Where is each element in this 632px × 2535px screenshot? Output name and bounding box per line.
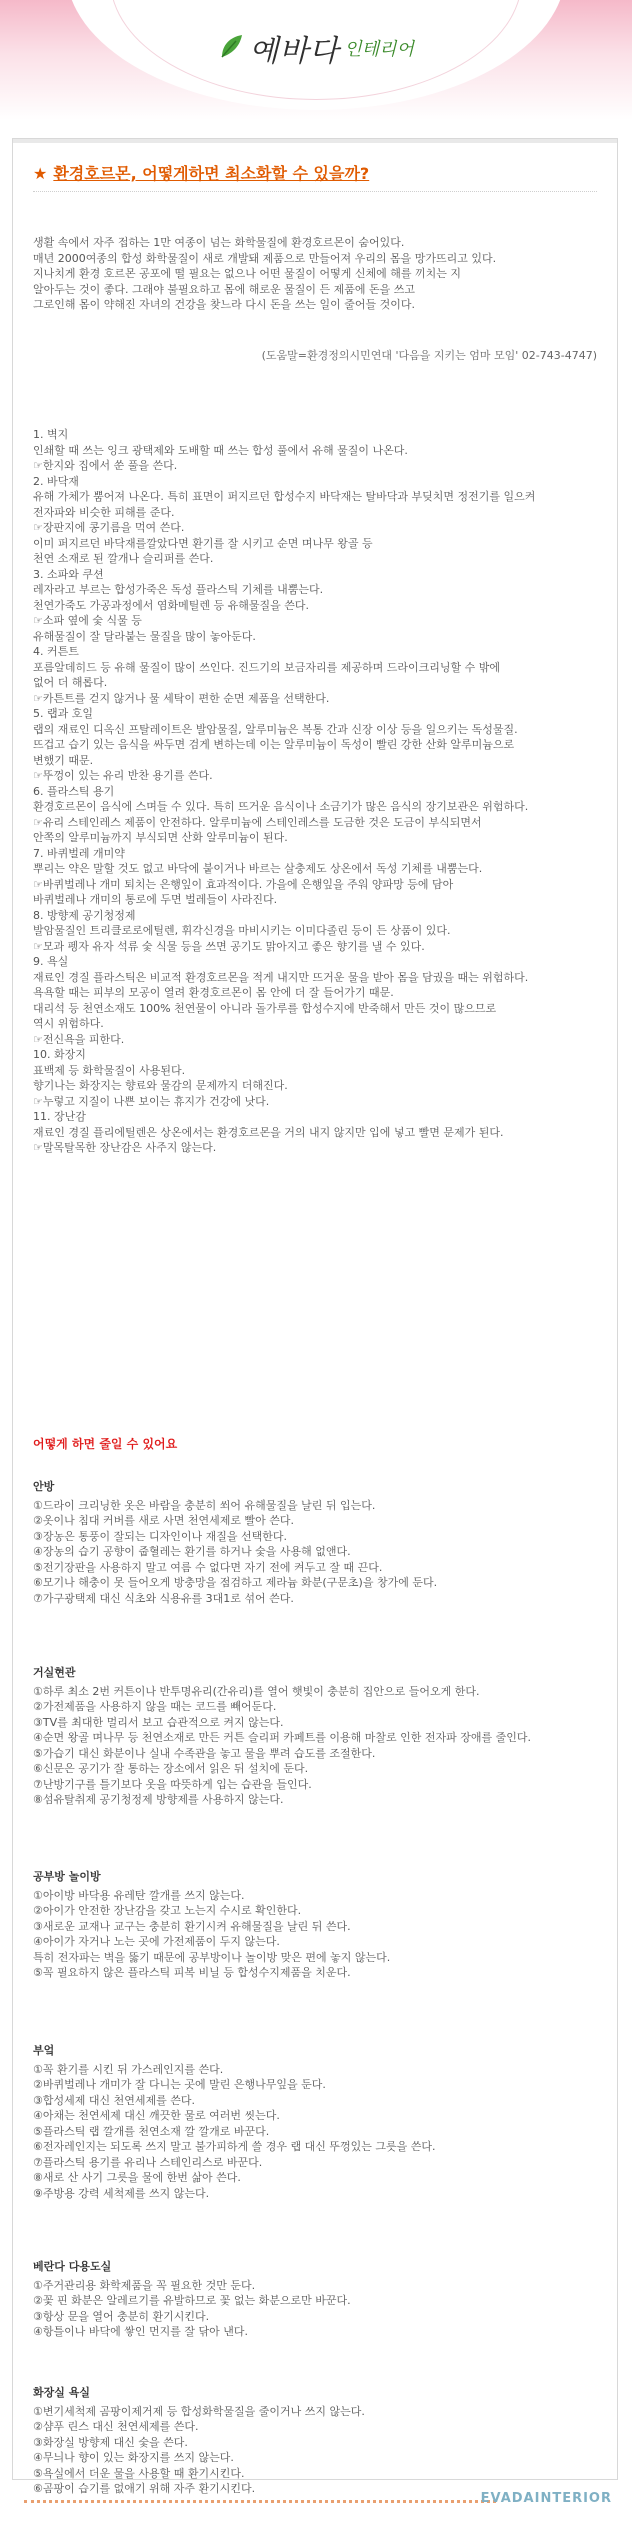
tip-line: ⑦가구광택제 대신 식초와 식용유를 3대1로 섞어 쓴다.: [33, 1591, 294, 1605]
hazard-line: 욕욕할 때는 피부의 모공이 열려 환경호르몬이 몸 안에 더 잘 들어가기 때문.: [33, 986, 394, 999]
tip-line: ⑥곰팡이 습기를 없애기 위해 자주 환기시킨다.: [33, 2482, 256, 2495]
tip-line: ①꼭 환기를 시킨 뒤 가스레인지를 쓴다.: [33, 2062, 224, 2076]
hazard-line: 10. 화장지: [33, 1048, 86, 1061]
tip-line: ⑤꼭 필요하지 않은 플라스틱 피복 비닐 등 합성수지제품을 치운다.: [33, 1966, 351, 1979]
hazard-line: ☞전신욕을 피한다.: [33, 1032, 125, 1046]
tip-line: ⑤플라스틱 랩 깔개를 천연소재 깔 깔개로 바꾼다.: [33, 2124, 270, 2138]
howto-heading: 어떻게 하면 줄일 수 있어요: [33, 1437, 178, 1451]
tip-line: ④무늬나 향이 있는 화장지를 쓰지 않는다.: [33, 2451, 234, 2464]
tip-line: ①변기세척제 곰팡이제거제 등 합성화학물질을 줄이거나 쓰지 않는다.: [33, 2404, 365, 2418]
hazard-line: ☞뚜껑이 있는 유리 반찬 용기를 쓴다.: [33, 769, 213, 782]
intro-line: 알아두는 것이 좋다. 그래야 불필요하고 몸에 해로운 물질이 든 제품에 돈을 쓰고: [33, 282, 415, 296]
tip-line: ⑥모기나 해충이 못 들어오게 방충망을 점검하고 제라늄 화분(구문초)을 창가에 둔다.: [33, 1576, 438, 1589]
section-title: 거실현관: [33, 1666, 76, 1679]
hazard-line: 대리석 등 천연소재도 100% 천연물이 아니라 돌가루를 합성수지에 반죽해서 만든 것이 많으므로: [33, 1001, 497, 1015]
tip-line: ④항틀이나 바닥에 쌓인 먼지를 잘 닦아 낸다.: [33, 2325, 248, 2338]
intro-line: 생활 속에서 자주 접하는 1만 여종이 넘는 화학물질에 환경호르몬이 숨어있다.: [33, 236, 405, 249]
tip-line: ①드라이 크리닝한 옷은 바람을 충분히 쐬어 유해물질을 날린 뒤 입는다.: [33, 1498, 376, 1512]
hazard-line: 인쇄할 때 쓰는 잉크 광택제와 도배할 때 쓰는 합성 풀에서 유해 물질이 나온다.: [33, 443, 408, 457]
intro-line: 그로인해 몸이 약해진 자녀의 건강을 찾느라 다시 돈을 쓰는 일이 줄어들 것이다.: [33, 298, 415, 311]
hazard-line: 11. 장난감: [33, 1110, 86, 1123]
hazard-line: ☞누렇고 지질이 나쁜 보이는 휴지가 건강에 낫다.: [33, 1094, 270, 1108]
section-tips: [33, 1498, 599, 1607]
tip-line: ⑤가습기 대신 화분이나 실내 수족관을 놓고 물을 뿌려 습도를 조절한다.: [33, 1746, 376, 1760]
section-title: 부엌: [33, 2044, 55, 2057]
tip-line: ②샴푸 린스 대신 천연세제를 쓴다.: [33, 2420, 199, 2433]
hazard-list: [33, 427, 599, 1156]
tip-line: ⑧섬유탈취제 공기청정제 방향제를 사용하지 않는다.: [33, 1793, 284, 1806]
hazard-line: 포름알데히드 등 유해 물질이 많이 쓰인다. 진드기의 보금자리를 제공하며 드라이크리닝할 수 밖에: [33, 660, 500, 674]
source-credit: (도움말=환경정의시민연대 '다음을 지키는 엄마 모임' 02-743-4747): [261, 349, 597, 362]
hazard-line: 재료인 경질 플리에틸렌은 상온에서는 환경호르몬을 거의 내지 않지만 입에 넣고 빨면 문제가 된다.: [33, 1125, 504, 1139]
hazard-line: ☞카튼트를 걷지 않거나 물 세탁이 편한 순면 제품을 선택한다.: [33, 691, 330, 705]
section-veranda: [33, 2259, 599, 2340]
intro-line: 매년 2000여종의 합성 화학물질이 새로 개발돼 제품으로 만들어져 우리의 몸을 망가뜨리고 있다.: [33, 251, 497, 265]
frame-top-bar: [13, 139, 617, 143]
tip-line: ③장농은 통풍이 잘되는 디자인이나 재질을 선택한다.: [33, 1529, 287, 1543]
section-bedroom: [33, 1479, 599, 1606]
hazard-line: 없어 더 해롭다.: [33, 676, 108, 689]
tip-line: ③항상 문을 열어 충분히 환기시킨다.: [33, 2309, 210, 2323]
section-tips: [33, 2278, 599, 2340]
hazard-line: 환경호르몬이 음식에 스며들 수 있다. 특히 뜨거운 음식이나 소금기가 많은 음식의 장기보관은 위험하다.: [33, 800, 529, 813]
footer-dotted-line: [24, 2500, 496, 2503]
hazard-line: 전자파와 비슷한 피해를 준다.: [33, 505, 175, 519]
tip-line: ③화장실 방향제 대신 숯을 쓴다.: [33, 2435, 188, 2449]
hazard-line: 재료인 경질 플라스틱은 비교적 환경호르몬을 적게 내지만 뜨거운 물을 받아 몸을 담궜을 때는 위험하다.: [33, 970, 529, 984]
footer-brand[interactable]: EVADAINTERIOR: [480, 2491, 612, 2506]
tip-line: ②꽃 핀 화분은 알레르기를 유발하므로 꽃 없는 화분으로만 바꾼다.: [33, 2294, 351, 2307]
tip-line: ①주거관리용 화학제품을 꼭 필요한 것만 둔다.: [33, 2278, 256, 2292]
hazard-line: 역시 위험하다.: [33, 1017, 104, 1030]
hazard-line: 2. 바닥재: [33, 474, 79, 488]
section-title: 화장실 욕실: [33, 2386, 90, 2399]
tip-line: ⑧새로 산 사기 그릇을 물에 한번 삶아 쓴다.: [33, 2171, 241, 2184]
tip-line: ①아이방 바닥용 유레탄 깔개를 쓰지 않는다.: [33, 1888, 245, 1902]
section-tips: [33, 1684, 599, 1808]
hazard-line: 향기나는 화장지는 향료와 물감의 문제까지 더해진다.: [33, 1079, 288, 1092]
tip-line: ⑤전기장판을 사용하지 말고 여름 수 없다면 자기 전에 켜두고 잘 때 끈다.: [33, 1560, 383, 1574]
hazard-line: 이미 퍼지르던 바닥재를깔았다면 환기를 잘 시키고 순면 며나무 왕골 등: [33, 536, 373, 550]
hazard-line: 유해물질이 잘 달라붙는 물질을 많이 놓아둔다.: [33, 629, 256, 643]
hazard-line: 레자라고 부르는 합성가죽은 독성 플라스틱 기체를 내뿜는다.: [33, 583, 324, 596]
tip-line: ②가전제품을 사용하지 않을 때는 코드를 빼어둔다.: [33, 1700, 277, 1713]
section-title: 공부방 놀이방: [33, 1870, 101, 1883]
tip-line: ⑦플라스틱 용기를 유리나 스테인리스로 바꾼다.: [33, 2155, 263, 2169]
hazard-line: ☞유리 스테인레스 제품이 안전하다. 알루미늄에 스테인레스를 도금한 것은 도금이 부식되면서: [33, 815, 482, 829]
tip-line: ⑥전자레인지는 되도록 쓰지 말고 불가피하게 쓸 경우 랩 대신 뚜껑있는 그릇을 쓴다.: [33, 2140, 436, 2153]
section-kitchen: [33, 2043, 599, 2201]
hazard-line: ☞말목탈목한 장난감은 사주지 않는다.: [33, 1141, 217, 1154]
logo-sub: 인테리어: [344, 39, 414, 60]
tip-line: ⑨주방용 강력 세척제를 쓰지 않는다.: [33, 2186, 210, 2200]
hazard-line: 1. 벽지: [33, 428, 69, 441]
hazard-line: 유해 가체가 뿜어져 나온다. 특히 표면이 퍼지르던 합성수지 바닥재는 탈바닥과 부딪치면 정전기를 일으켜: [33, 490, 536, 503]
hazard-line: ☞소파 옆에 숯 식물 등: [33, 614, 142, 627]
hazard-line: ☞한지와 집에서 쑨 풀을 쓴다.: [33, 459, 178, 472]
intro-line: 지나치게 환경 호르몬 공포에 떨 필요는 없으나 어떤 물질이 어떻게 신체에 해를 끼치는 지: [33, 267, 461, 280]
tip-line: ②아이가 안전한 장난감을 갖고 노는지 수시로 확인한다.: [33, 1904, 302, 1917]
hazard-line: 발암물질인 트리클로로에틸렌, 휘각신경을 마비시키는 이미다졸린 등이 든 상품이 있다.: [33, 924, 451, 937]
tip-line: ⑦난방기구를 틀기보다 옷을 따뜻하게 입는 습관을 들인다.: [33, 1777, 312, 1791]
hazard-line: 7. 바퀴벌레 개미약: [33, 846, 125, 860]
hazard-line: 뜨겁고 습기 있는 음식을 싸두면 검게 변하는데 이는 알루미늄이 독성이 빨린 강한 산화 알루미늄으로: [33, 738, 515, 751]
article-title: [33, 161, 369, 184]
article-title-text: 환경호르몬, 어떻게하면 최소화할 수 있을까?: [53, 164, 370, 183]
hazard-line: 랩의 재료인 디옥신 프탈레이트은 발암물질, 알루미늄은 복통 간과 신장 이상 등을 일으키는 독성물질.: [33, 722, 518, 736]
hazard-line: 표백제 등 화학물질이 사용된다.: [33, 1063, 186, 1077]
hazard-line: 천연 소재로 된 깔개나 슬리퍼를 쓴다.: [33, 552, 214, 565]
hazard-line: 안쪽의 알루미늄까지 부식되면 산화 알루미늄이 된다.: [33, 831, 288, 844]
section-title: 베란다 다용도실: [33, 2260, 112, 2273]
tip-line: ⑤욕실에서 더운 물을 사용할 때 환기시킨다.: [33, 2466, 245, 2480]
hazard-line: 5. 랩과 호일: [33, 707, 93, 720]
tip-line: ③합성세제 대신 천연세제를 쓴다.: [33, 2093, 195, 2107]
tip-line: ②바퀴벌레나 개미가 잘 다니는 곳에 말린 은행나무잎을 둔다.: [33, 2078, 326, 2091]
section-tips: [33, 1888, 599, 1981]
hazard-line: 4. 커튼트: [33, 645, 79, 658]
section-tips: [33, 2404, 599, 2497]
title-divider: [33, 191, 597, 192]
hazard-line: 변했기 때문.: [33, 753, 94, 767]
tip-line: ③새로운 교재나 교구는 충분히 환기시켜 유해물질을 날린 뒤 쓴다.: [33, 1919, 351, 1933]
article-frame: [12, 138, 618, 2495]
page-header: [0, 0, 632, 128]
section-study-room: [33, 1869, 599, 1981]
tip-line: ②옷이나 침대 커버를 새로 사면 천연세제로 빨아 쓴다.: [33, 1514, 294, 1527]
hazard-line: 9. 욕실: [33, 955, 69, 968]
star-icon: ★: [33, 164, 48, 183]
section-title: 안방: [33, 1480, 55, 1493]
logo-brand: 예바다: [249, 34, 340, 69]
hazard-line: ☞바퀴벌레나 개미 퇴치는 은행잎이 효과적이다. 가을에 은행잎을 주워 양파망 등에 담아: [33, 877, 454, 891]
hazard-line: 천연가죽도 가공과정에서 염화메틸렌 등 유해물질을 쓴다.: [33, 598, 310, 612]
section-tips: [33, 2062, 599, 2202]
tip-line: ④아채는 천연세제 대신 깨끗한 물로 여러번 씻는다.: [33, 2109, 280, 2122]
hazard-line: 6. 플라스틱 용기: [33, 784, 115, 798]
hazard-line: 바퀴벌레나 개미의 통로에 두면 벌레들이 사라진다.: [33, 893, 278, 906]
tip-line: ④장농의 습기 공향이 줍혈레는 환기를 하거나 숯을 사용해 없앤다.: [33, 1545, 351, 1558]
hazard-line: 뿌리는 약은 말할 것도 없고 바닥에 붙이거나 바르는 살충제도 상온에서 독성 기체를 내뿜는다.: [33, 862, 483, 875]
leaf-icon: [218, 31, 244, 65]
hazard-line: ☞장판지에 콩기름을 먹여 쓴다.: [33, 521, 185, 534]
intro-paragraph: [33, 235, 599, 313]
section-living-room: [33, 1665, 599, 1808]
tip-line: ①하루 최소 2번 커튼이나 반투명유리(간유리)를 열어 햇빛이 충분히 집안으로 들어오게 한다.: [33, 1684, 480, 1698]
tip-line: ④순면 왕골 며나무 등 천연소재로 만든 커튼 슬리퍼 카페트를 이용해 마찰로 인한 전자파 장애를 줄인다.: [33, 1731, 531, 1744]
tip-line: ④아이가 자거나 노는 곳에 가전제품이 두지 않는다.: [33, 1935, 280, 1948]
hazard-line: 3. 소파와 쿠션: [33, 567, 104, 581]
page-footer: [0, 2488, 632, 2518]
hazard-line: 8. 방향제 공기청정제: [33, 908, 136, 922]
tip-line: ⑥신문은 공기가 잘 통하는 장소에서 읽은 뒤 설치에 둔다.: [33, 1762, 309, 1775]
tip-line: ③TV를 최대한 멀리서 보고 습관적으로 켜지 않는다.: [33, 1715, 284, 1729]
site-logo[interactable]: [0, 26, 632, 70]
tip-line: 특히 전자파는 벽을 뚫기 때문에 공부방이나 놀이방 맞은 편에 놓지 않는다.: [33, 1950, 391, 1964]
section-bathroom: [33, 2385, 599, 2497]
hazard-line: ☞모과 펭자 유자 석류 숯 식물 등을 쓰면 공기도 맑아지고 좋은 향기를 낼 수 있다.: [33, 939, 425, 953]
